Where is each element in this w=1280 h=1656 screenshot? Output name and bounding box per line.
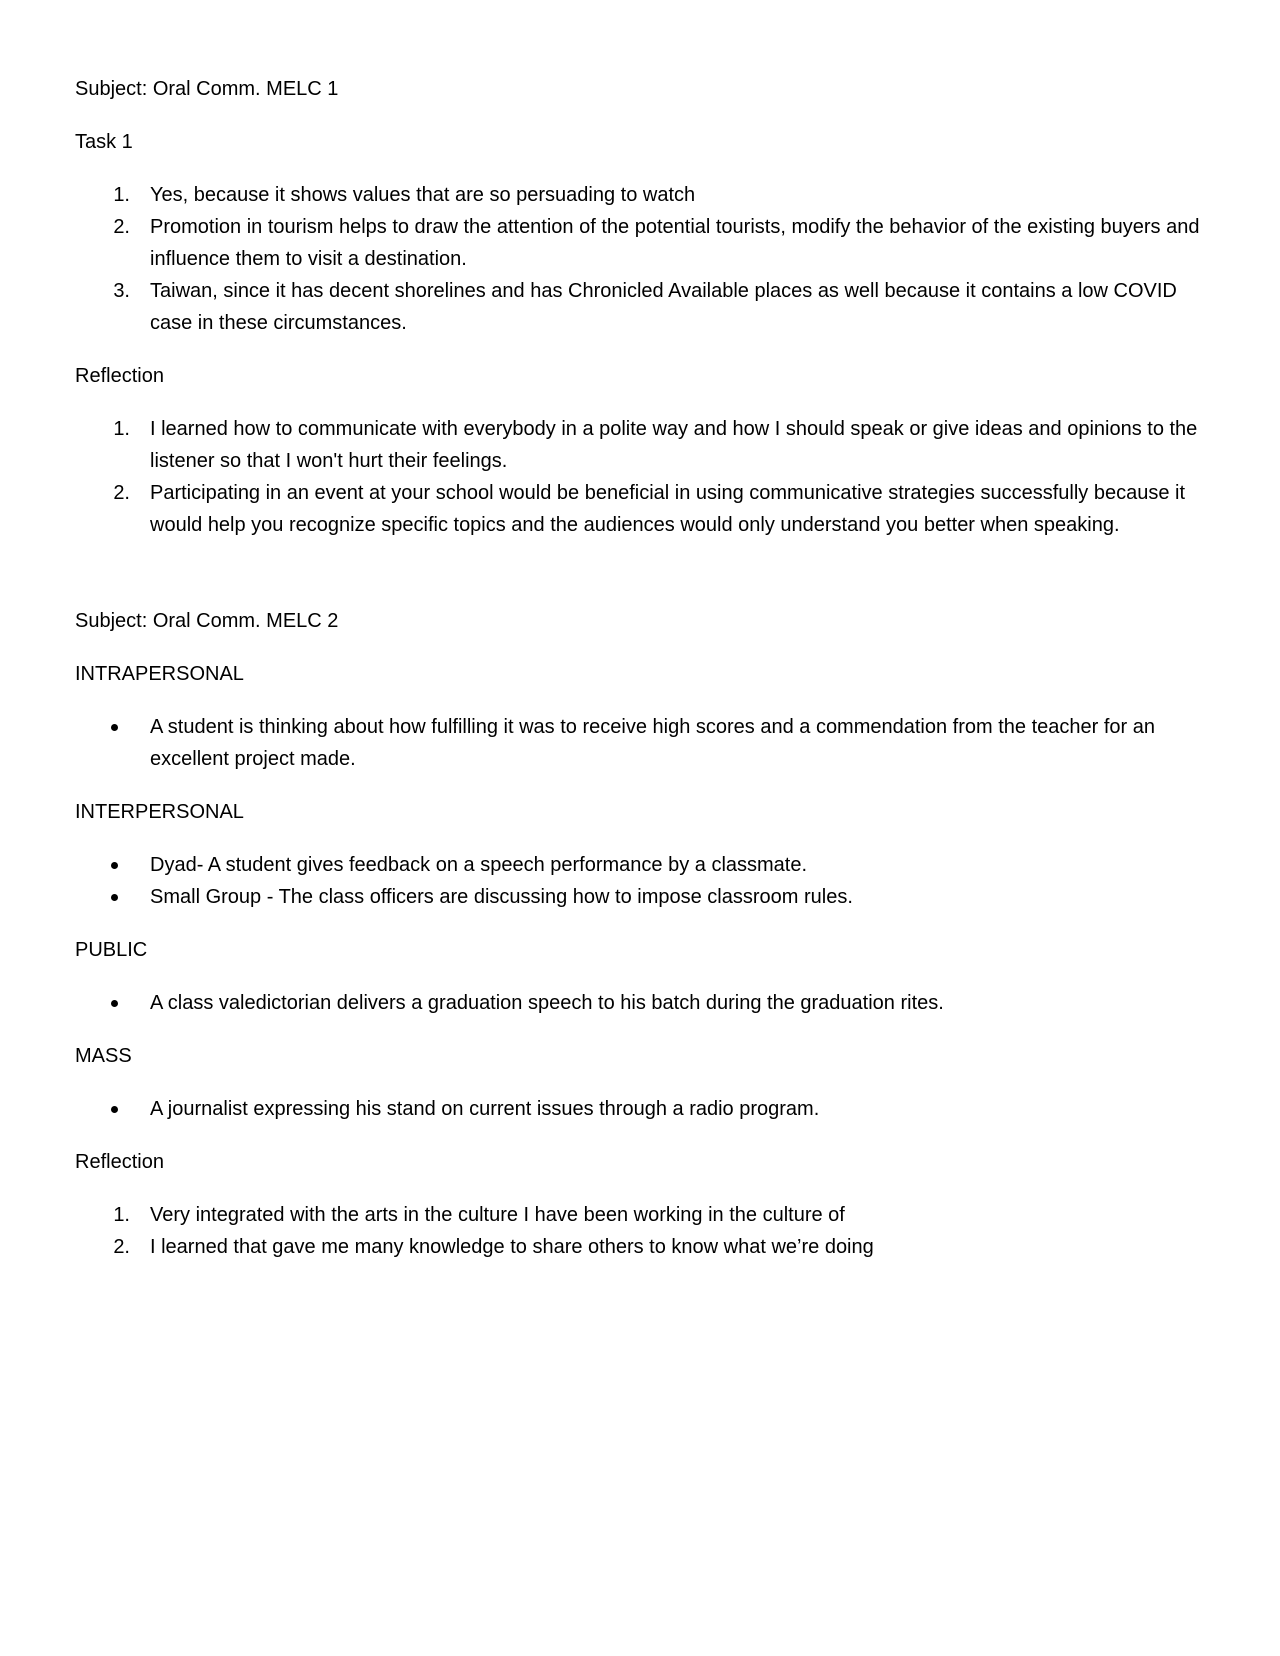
list-item-text: Taiwan, since it has decent shorelines and has Chronicled Available places as well because it contains a low COVID case in these circumstances. <box>150 280 1177 334</box>
list-item <box>75 711 1205 775</box>
bullet-icon <box>111 1000 118 1007</box>
list-item-text: A class valedictorian delivers a graduation speech to his batch during the graduation rites. <box>150 992 944 1014</box>
list-item <box>75 1231 1205 1263</box>
list-item-text: Very integrated with the arts in the culture I have been working in the culture of <box>150 1204 845 1226</box>
reflection-heading-melc1: Reflection <box>75 365 164 387</box>
document-page <box>75 73 1205 1284</box>
bullet-icon <box>111 1106 118 1113</box>
list-number: 1. <box>113 418 130 440</box>
reflection-list-melc1 <box>75 413 1205 541</box>
list-item-text: A journalist expressing his stand on current issues through a radio program. <box>150 1098 820 1120</box>
reflection-list-melc2 <box>75 1199 1205 1263</box>
public-heading: PUBLIC <box>75 939 148 961</box>
interpersonal-heading: INTERPERSONAL <box>75 801 244 823</box>
list-item-text: I learned how to communicate with everybody in a polite way and how I should speak or give ideas and opinions to the listener so that I won't hurt their feelings. <box>150 418 1198 472</box>
mass-heading: MASS <box>75 1045 132 1067</box>
list-number: 2. <box>113 1236 130 1258</box>
list-item <box>75 1199 1205 1231</box>
list-number: 3. <box>113 280 130 302</box>
list-number: 1. <box>113 1204 130 1226</box>
list-item <box>75 1093 1205 1125</box>
task-heading: Task 1 <box>75 131 133 153</box>
list-item <box>75 413 1205 477</box>
bullet-icon <box>111 862 118 869</box>
mass-list <box>75 1093 1205 1125</box>
interpersonal-list <box>75 849 1205 913</box>
list-item-text: Participating in an event at your school would be beneficial in using communicative strategies successfully because it would help you recognize specific topics and the audiences would only understand you better when speaking. <box>150 482 1185 536</box>
list-item <box>75 179 1205 211</box>
list-number: 2. <box>113 482 130 504</box>
list-item-text: A student is thinking about how fulfilling it was to receive high scores and a commendation from the teacher for an excellent project made. <box>150 716 1155 770</box>
list-number: 2. <box>113 216 130 238</box>
list-item <box>75 477 1205 541</box>
task-list <box>75 179 1205 339</box>
list-item <box>75 987 1205 1019</box>
subject-heading-melc1: Subject: Oral Comm. MELC 1 <box>75 78 339 100</box>
list-item-text: Yes, because it shows values that are so persuading to watch <box>150 184 696 206</box>
list-item-text: Dyad- A student gives feedback on a speech performance by a classmate. <box>150 854 808 876</box>
bullet-icon <box>111 724 118 731</box>
list-item <box>75 881 1205 913</box>
list-item <box>75 849 1205 881</box>
intrapersonal-list <box>75 711 1205 775</box>
reflection-heading-melc2: Reflection <box>75 1151 164 1173</box>
list-item-text: Promotion in tourism helps to draw the attention of the potential tourists, modify the behavior of the existing buyers and influence them to visit a destination. <box>150 216 1200 270</box>
intrapersonal-heading: INTRAPERSONAL <box>75 663 244 685</box>
list-item <box>75 275 1205 339</box>
subject-heading-melc2: Subject: Oral Comm. MELC 2 <box>75 610 339 632</box>
list-item <box>75 211 1205 275</box>
public-list <box>75 987 1205 1019</box>
list-item-text: I learned that gave me many knowledge to share others to know what we’re doing <box>150 1236 874 1258</box>
list-number: 1. <box>113 184 130 206</box>
list-item-text: Small Group - The class officers are discussing how to impose classroom rules. <box>150 886 853 908</box>
section-spacer <box>75 562 1205 605</box>
bullet-icon <box>111 894 118 901</box>
